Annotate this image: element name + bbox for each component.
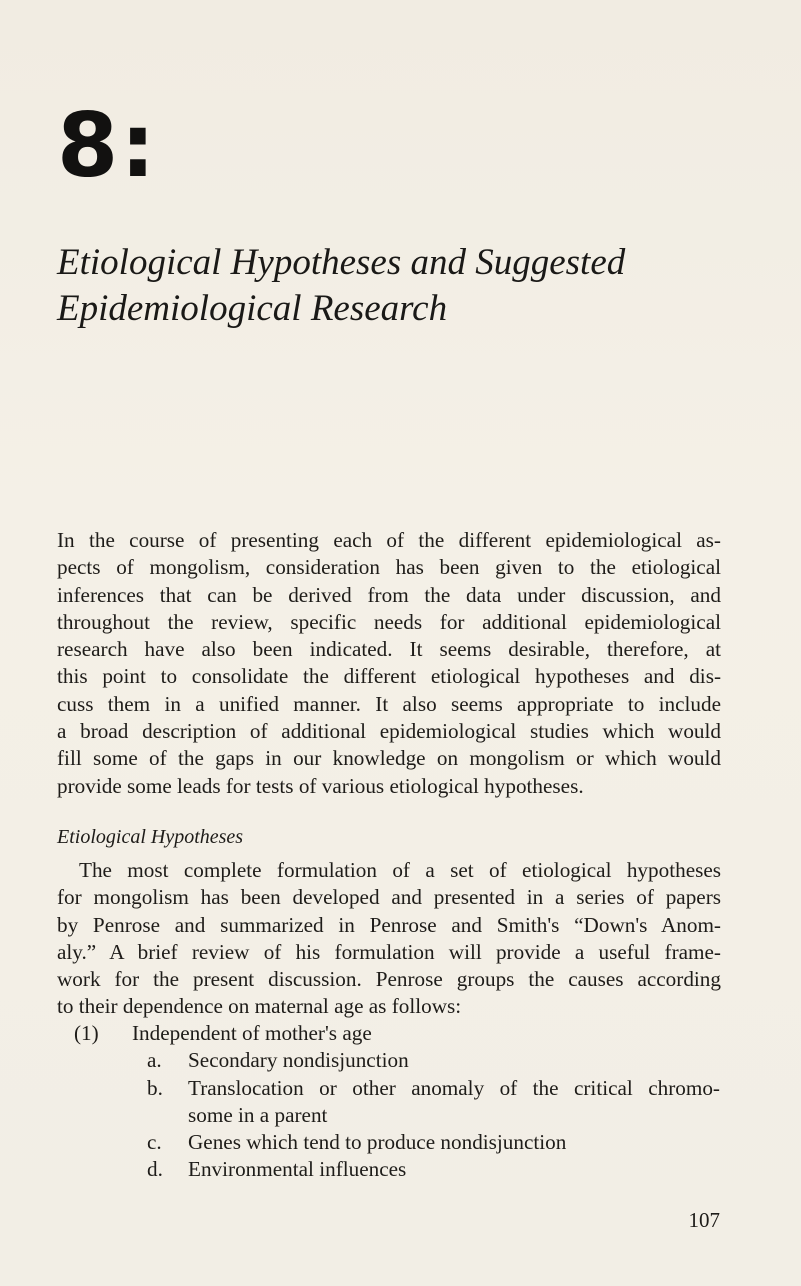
paragraph-line: research have also been indicated. It seems desirable, therefore, at	[57, 637, 721, 662]
paragraph-line: to their dependence on maternal age as follows:	[57, 994, 462, 1019]
list-sub-item-text: Environmental influences	[188, 1157, 407, 1182]
paragraph-line: cuss them in a unified manner. It also seems appropriate to include	[57, 691, 721, 716]
paragraph-line: work for the present discussion. Penrose groups the causes according	[57, 967, 721, 992]
list-sub-marker: a.	[147, 1048, 162, 1073]
list-sub-item	[57, 1156, 727, 1183]
chapter-title-line-1: Etiological Hypotheses and Suggested	[57, 242, 626, 283]
paragraph-line: by Penrose and summarized in Penrose and Smith's “Down's Anom-	[57, 912, 721, 937]
intro-paragraph	[57, 527, 721, 800]
paragraph-line: fill some of the gaps in our knowledge on mongolism or which would	[57, 746, 721, 771]
paragraph-line: The most complete formulation of a set of etiological hypotheses	[79, 858, 721, 882]
cause-list	[57, 1020, 727, 1184]
list-item	[57, 1020, 727, 1047]
chapter-title	[57, 240, 757, 332]
list-sub-item	[57, 1129, 727, 1156]
list-sub-item	[57, 1047, 727, 1074]
list-sub-marker: d.	[147, 1157, 163, 1182]
paragraph-line: this point to consolidate the different etiological hypotheses and dis-	[57, 664, 721, 689]
page-number: 107	[688, 1208, 720, 1232]
list-sub-item-text: Secondary nondisjunction	[188, 1048, 409, 1073]
list-sub-item	[57, 1075, 727, 1102]
paragraph-line: In the course of presenting each of the different epidemiological as-	[57, 528, 721, 552]
list-sub-marker: b.	[147, 1075, 163, 1100]
paragraph-line: provide some leads for tests of various etiological hypotheses.	[57, 773, 584, 798]
paragraph-line: aly.” A brief review of his formulation will provide a useful frame-	[57, 939, 721, 964]
list-sub-item-continuation	[57, 1102, 727, 1129]
list-sub-item-text: Translocation or other anomaly of the critical chromo-	[188, 1075, 720, 1100]
paragraph-line: a broad description of additional epidemiological studies which would	[57, 719, 721, 744]
chapter-title-line-2: Epidemiological Research	[57, 288, 448, 329]
paragraph-line: for mongolism has been developed and presented in a series of papers	[57, 885, 721, 910]
list-sub-item-text: Genes which tend to produce nondisjunction	[188, 1130, 567, 1155]
list-sub-marker: c.	[147, 1130, 162, 1155]
list-item-text: Independent of mother's age	[132, 1021, 372, 1045]
chapter-number: 8:	[57, 94, 158, 197]
paragraph-line: throughout the review, specific needs for additional epidemiological	[57, 609, 721, 634]
list-marker: (1)	[74, 1021, 99, 1045]
section-heading: Etiological Hypotheses	[57, 826, 244, 848]
paragraph-line: pects of mongolism, consideration has been given to the etiological	[57, 555, 721, 580]
section-paragraph	[57, 857, 721, 1021]
paragraph-line: inferences that can be derived from the data under discussion, and	[57, 582, 721, 607]
list-sub-item-text: some in a parent	[188, 1102, 328, 1127]
